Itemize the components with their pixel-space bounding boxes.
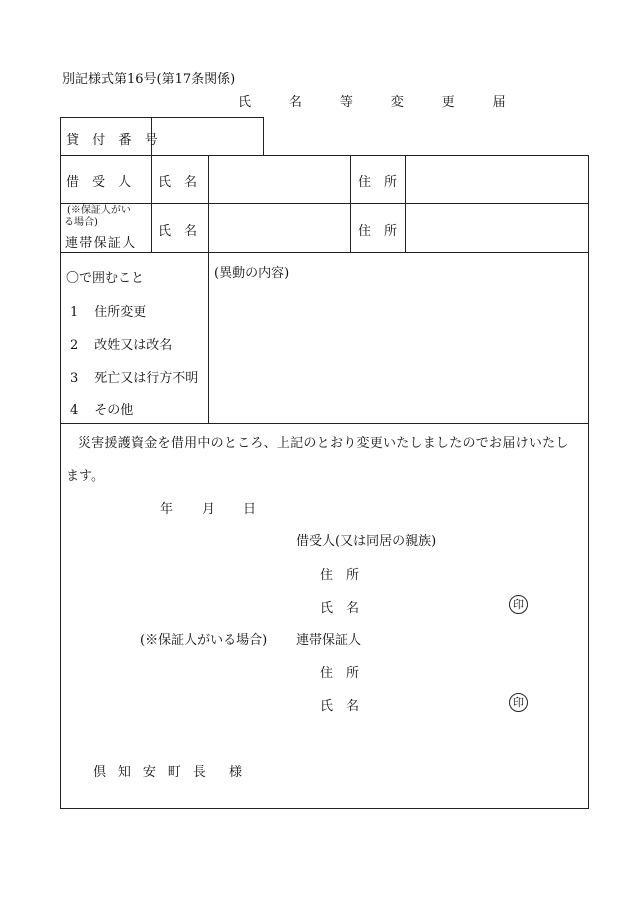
borrower-name-label: 氏 名: [158, 175, 198, 190]
change-content-area[interactable]: [212, 282, 582, 418]
guarantor-note-line2: る場合): [64, 217, 98, 228]
guarantor-sign-note: (※保証人がいる場合): [140, 633, 268, 648]
declaration-line1: 災害援護資金を借用中のところ、上記のとおり変更いたしましたのでお届けいたし: [78, 436, 569, 451]
form-number-label: 別記様式第16号(第17条関係): [62, 72, 236, 87]
declaration-line2: ます。: [66, 469, 104, 484]
borrower-seal-icon: 印: [509, 595, 528, 614]
sign-borrower-name-label: 氏 名: [320, 601, 360, 616]
date-month-label: 月: [202, 502, 216, 517]
guarantor-name-label: 氏 名: [158, 224, 198, 239]
option-text: 住所変更: [94, 305, 147, 320]
option-2[interactable]: [70, 334, 172, 353]
option-text: 改姓又は改名: [94, 338, 173, 353]
option-number: 2: [70, 338, 79, 353]
option-text: その他: [94, 403, 134, 418]
borrower-address-label: 住 所: [358, 175, 398, 190]
guarantor-heading: 連帯保証人: [296, 633, 362, 648]
page-title: 氏 名 等 変 更 届: [238, 95, 523, 110]
option-number: 1: [70, 305, 79, 320]
option-number: 3: [70, 371, 79, 386]
borrower-label: 借 受 人: [66, 175, 132, 190]
guarantor-seal-icon: 印: [509, 693, 528, 712]
guarantor-address-label: 住 所: [358, 224, 398, 239]
sign-guarantor-address-label: 住 所: [320, 666, 360, 681]
option-1[interactable]: [70, 301, 146, 320]
option-4[interactable]: [70, 399, 133, 418]
option-text: 死亡又は行方不明: [94, 371, 199, 386]
honorific: 様: [229, 765, 243, 780]
change-content-label: (異動の内容): [214, 266, 290, 281]
options-instruction: 〇で囲むこと: [66, 271, 145, 286]
guarantor-label: 連帯保証人: [65, 236, 137, 251]
option-3[interactable]: [70, 367, 198, 386]
addressee: 倶 知 安 町 長: [93, 765, 210, 780]
sign-borrower-address-label: 住 所: [320, 568, 360, 583]
borrower-heading: 借受人(又は同居の親族): [296, 534, 437, 549]
loan-number-label: 貸 付 番 号: [66, 133, 163, 148]
date-year-label: 年: [160, 502, 174, 517]
sign-guarantor-name-label: 氏 名: [320, 699, 360, 714]
date-day-label: 日: [243, 502, 257, 517]
option-number: 4: [70, 403, 79, 418]
guarantor-note-line1: (※保証人がい: [67, 205, 131, 216]
